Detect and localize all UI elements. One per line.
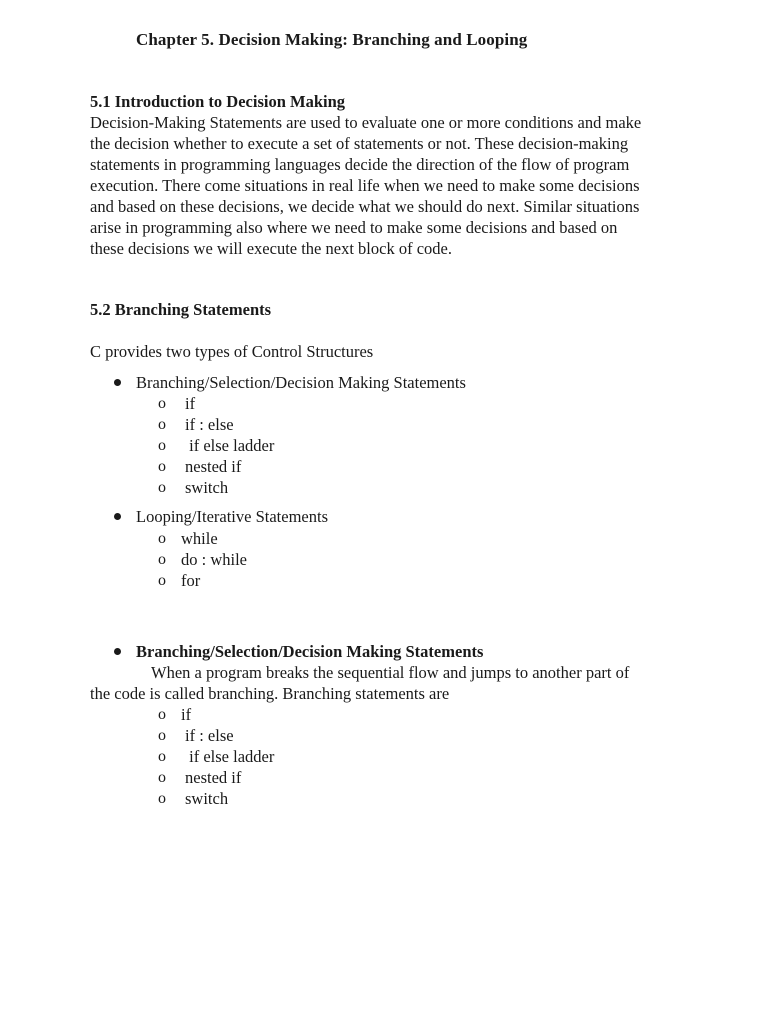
sub-bullet-marker: o: [158, 790, 166, 807]
paragraph-line: the decision whether to execute a set of statements or not. These decision-making: [90, 134, 629, 153]
sub-bullet-marker: o: [158, 572, 166, 589]
paragraph-line: and based on these decisions, we decide what we should do next. Similar situations: [90, 197, 640, 216]
list-item: nested if: [185, 768, 242, 787]
control-structures-intro: C provides two types of Control Structures: [90, 342, 374, 361]
bullet-dot: [114, 648, 121, 655]
list-item: switch: [185, 789, 229, 808]
list-item: do : while: [181, 550, 247, 569]
sub-bullet-marker: o: [158, 416, 166, 433]
sub-bullet-marker: o: [158, 458, 166, 475]
sub-bullet-marker: o: [158, 530, 166, 547]
intro-paragraph: [90, 112, 690, 259]
sub-bullet-marker: o: [158, 395, 166, 412]
list-item: for: [181, 571, 201, 590]
bullet-dot: [114, 379, 121, 386]
sub-bullet-marker: o: [158, 769, 166, 786]
list-item: if: [185, 394, 196, 413]
sub-bullet-marker: o: [158, 479, 166, 496]
list-item: switch: [185, 478, 229, 497]
list-item: if: [181, 705, 192, 724]
branching-description-line: the code is called branching. Branching statements are: [90, 684, 450, 703]
sub-bullet-marker: o: [158, 727, 166, 744]
section-heading-intro: 5.1 Introduction to Decision Making: [90, 92, 346, 111]
list-label-branching: Branching/Selection/Decision Making Statements: [136, 373, 466, 392]
branching-description-line: When a program breaks the sequential flow and jumps to another part of: [151, 663, 630, 682]
sub-bullet-marker: o: [158, 437, 166, 454]
paragraph-line: execution. There come situations in real life when we need to make some decisions: [90, 176, 640, 195]
paragraph-line: arise in programming also where we need to make some decisions and based on: [90, 218, 618, 237]
sub-bullet-marker: o: [158, 551, 166, 568]
list-item: if else ladder: [185, 747, 275, 766]
paragraph-line: Decision-Making Statements are used to evaluate one or more conditions and make: [90, 113, 642, 132]
sub-bullet-marker: o: [158, 706, 166, 723]
list-item: nested if: [185, 457, 242, 476]
sub-bullet-marker: o: [158, 748, 166, 765]
paragraph-line: these decisions we will execute the next block of code.: [90, 239, 452, 258]
list-item: if : else: [185, 415, 234, 434]
chapter-title: Chapter 5. Decision Making: Branching and Looping: [136, 30, 528, 49]
section-heading-branching: 5.2 Branching Statements: [90, 300, 272, 319]
list-item: while: [181, 529, 218, 548]
list-label-looping: Looping/Iterative Statements: [136, 507, 328, 526]
list-item: if : else: [185, 726, 234, 745]
paragraph-line: statements in programming languages decide the direction of the flow of program: [90, 155, 630, 174]
list-item: if else ladder: [185, 436, 275, 455]
list-label-branching-bold: Branching/Selection/Decision Making Statements: [136, 642, 484, 661]
bullet-dot: [114, 513, 121, 520]
